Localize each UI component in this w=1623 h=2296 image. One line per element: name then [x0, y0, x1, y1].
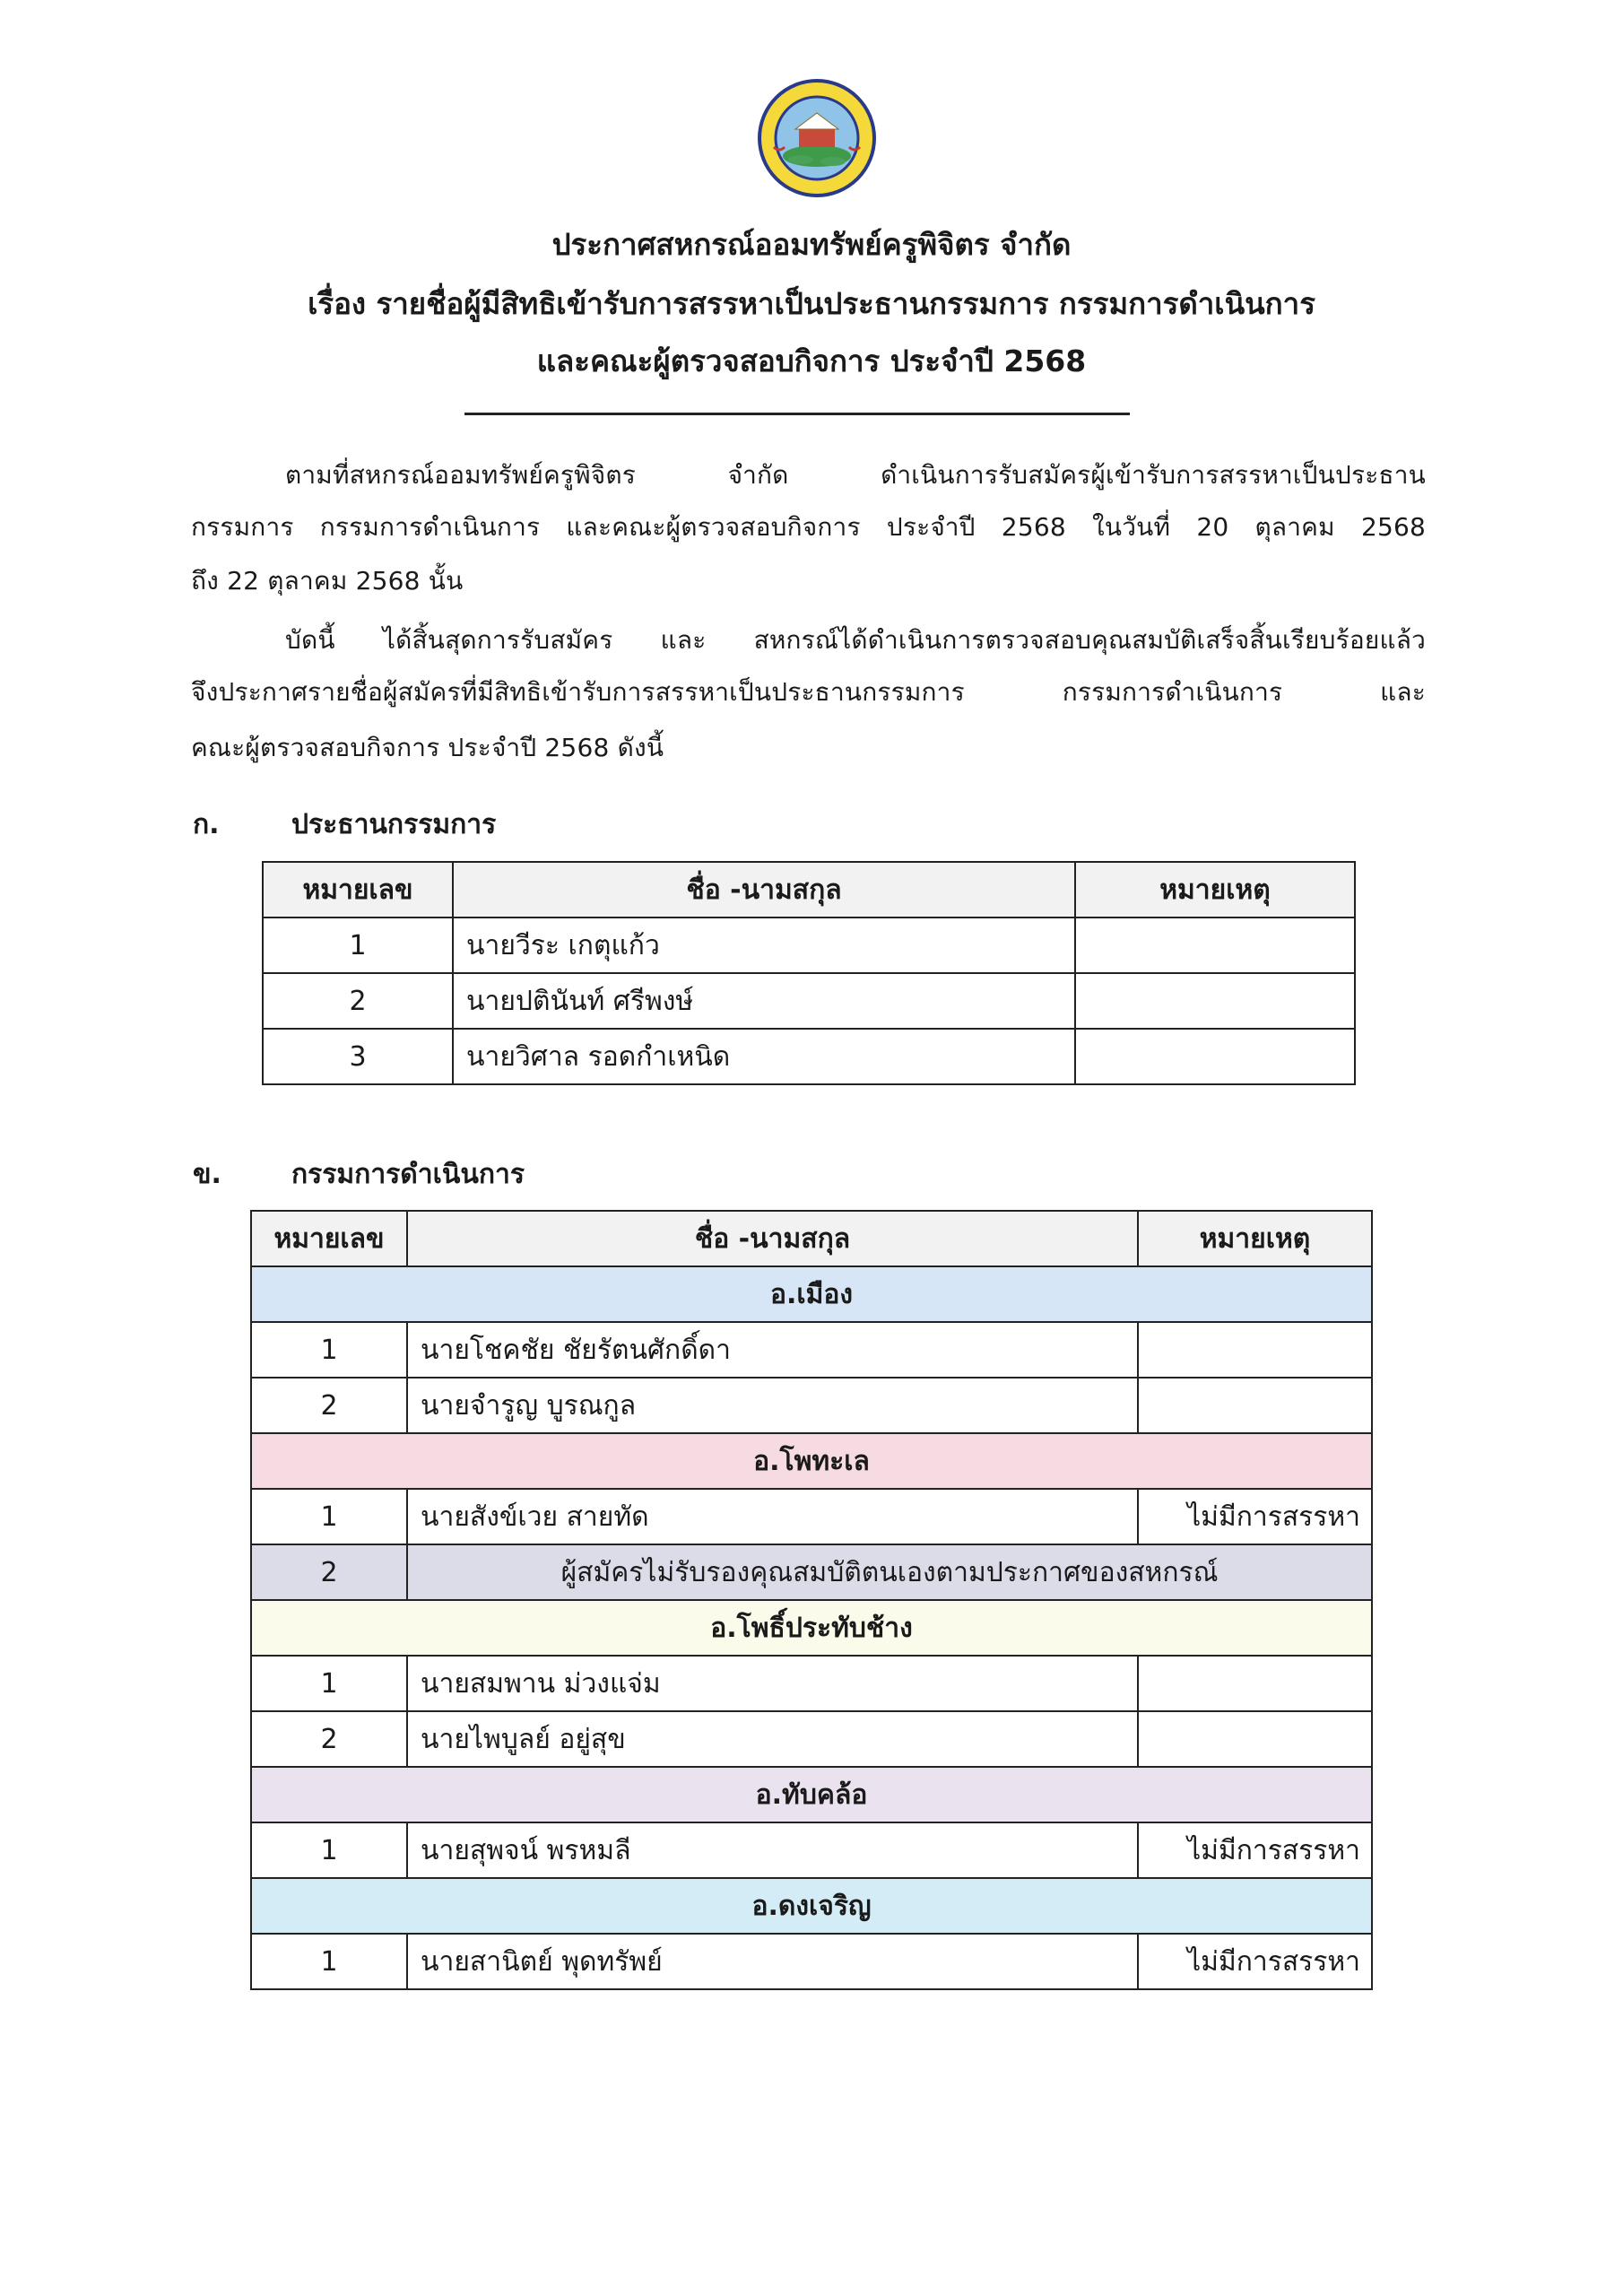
- column-header-name: ชื่อ -นามสกุล: [407, 1211, 1138, 1266]
- district-group-row: [251, 1878, 1372, 1934]
- candidate-name: นายวีระ เกตุแก้ว: [453, 918, 1075, 973]
- paragraph-2-line-1: บัดนี้ ได้สิ้นสุดการรับสมัคร และ สหกรณ์ได้ดำเนินการตรวจสอบคุณสมบัติเสร็จสิ้นเรียบร้อยแล้ว: [285, 625, 1426, 655]
- section-a-letter: ก.: [193, 809, 220, 840]
- candidate-name: นายไพบูลย์ อยู่สุข: [407, 1711, 1138, 1767]
- title-underline: [464, 413, 1130, 415]
- row-note: ไม่มีการสรรหา: [1138, 1489, 1372, 1544]
- row-note: [1138, 1711, 1372, 1767]
- district-group-row: [251, 1433, 1372, 1489]
- district-group-row: [251, 1266, 1372, 1322]
- row-note: ไม่มีการสรรหา: [1138, 1934, 1372, 1989]
- candidate-name: นายปตินันท์ ศรีพงษ์: [453, 973, 1075, 1029]
- title-line-2: เรื่อง รายชื่อผู้มีสิทธิเข้ารับการสรรหาเป็นประธานกรรมการ กรรมการดำเนินการ: [308, 286, 1315, 321]
- row-note: ไม่มีการสรรหา: [1138, 1822, 1372, 1878]
- table-row: [251, 1822, 1372, 1878]
- row-number: 3: [263, 1029, 453, 1084]
- table-row: [251, 1378, 1372, 1433]
- column-header-name: ชื่อ -นามสกุล: [453, 862, 1075, 918]
- candidate-name: นายสังข์เวย สายทัด: [407, 1489, 1138, 1544]
- row-note: [1075, 918, 1355, 973]
- row-note: [1075, 1029, 1355, 1084]
- paragraph-2-line-2: จึงประกาศรายชื่อผู้สมัครที่มีสิทธิเข้ารับการสรรหาเป็นประธานกรรมการ กรรมการดำเนินการ และ: [191, 677, 1426, 707]
- title-line-3: และคณะผู้ตรวจสอบกิจการ ประจำปี 2568: [536, 344, 1087, 378]
- table-row: [263, 918, 1355, 973]
- chairman-table: [262, 861, 1356, 1085]
- section-a-heading: ประธานกรรมการ: [291, 809, 497, 840]
- table-row: [251, 1322, 1372, 1378]
- board-committee-table: [250, 1210, 1373, 1990]
- district-group-row: [251, 1600, 1372, 1656]
- row-number: 1: [251, 1934, 407, 1989]
- candidate-name: นายสานิตย์ พุดทรัพย์: [407, 1934, 1138, 1989]
- table-header-row: [251, 1211, 1372, 1266]
- district-name: อ.ดงเจริญ: [251, 1878, 1372, 1934]
- row-note: [1138, 1378, 1372, 1433]
- row-note: [1075, 973, 1355, 1029]
- table-row: [251, 1711, 1372, 1767]
- column-header-note: หมายเหตุ: [1075, 862, 1355, 918]
- table-row: [251, 1489, 1372, 1544]
- row-note: [1138, 1322, 1372, 1378]
- row-number: 1: [251, 1489, 407, 1544]
- row-number: 2: [251, 1378, 407, 1433]
- district-name: อ.โพทะเล: [251, 1433, 1372, 1489]
- disqualification-notice: ผู้สมัครไม่รับรองคุณสมบัติตนเองตามประกาศของสหกรณ์: [407, 1544, 1372, 1600]
- row-number: 1: [251, 1656, 407, 1711]
- district-name: อ.ทับคล้อ: [251, 1767, 1372, 1822]
- table-row: [251, 1934, 1372, 1989]
- row-number: 2: [263, 973, 453, 1029]
- section-b-heading: กรรมการดำเนินการ: [291, 1159, 525, 1190]
- table-row: [263, 1029, 1355, 1084]
- row-number: 1: [251, 1822, 407, 1878]
- column-header-note: หมายเหตุ: [1138, 1211, 1372, 1266]
- column-header-number: หมายเลข: [251, 1211, 407, 1266]
- row-number: 2: [251, 1711, 407, 1767]
- district-name: อ.เมือง: [251, 1266, 1372, 1322]
- row-number: 1: [263, 918, 453, 973]
- column-header-number: หมายเลข: [263, 862, 453, 918]
- district-group-row: [251, 1767, 1372, 1822]
- row-number: 2: [251, 1544, 407, 1600]
- table-row: [263, 973, 1355, 1029]
- table-row: [251, 1656, 1372, 1711]
- paragraph-1-line-3: ถึง 22 ตุลาคม 2568 นั้น: [191, 566, 464, 596]
- table-header-row: [263, 862, 1355, 918]
- candidate-name: นายโชคชัย ชัยรัตนศักดิ์ดา: [407, 1322, 1138, 1378]
- paragraph-2-line-3: คณะผู้ตรวจสอบกิจการ ประจำปี 2568 ดังนี้: [191, 733, 664, 762]
- row-number: 1: [251, 1322, 407, 1378]
- candidate-name: นายสมพาน ม่วงแจ่ม: [407, 1656, 1138, 1711]
- paragraph-1-line-2: กรรมการ กรรมการดำเนินการ และคณะผู้ตรวจสอบกิจการ ประจำปี 2568 ในวันที่ 20 ตุลาคม 2568: [191, 512, 1426, 542]
- cooperative-seal-logo: [756, 77, 878, 199]
- candidate-name: นายจำรูญ บูรณกูล: [407, 1378, 1138, 1433]
- district-name: อ.โพธิ์ประทับช้าง: [251, 1600, 1372, 1656]
- section-b-letter: ข.: [193, 1159, 221, 1190]
- row-note: [1138, 1656, 1372, 1711]
- candidate-name: นายวิศาล รอดกำเหนิด: [453, 1029, 1075, 1084]
- candidate-name: นายสุพจน์ พรหมลี: [407, 1822, 1138, 1878]
- paragraph-1-line-1: ตามที่สหกรณ์ออมทรัพย์ครูพิจิตร จำกัด ดำเนินการรับสมัครผู้เข้ารับการสรรหาเป็นประธาน: [285, 460, 1426, 490]
- title-line-1: ประกาศสหกรณ์ออมทรัพย์ครูพิจิตร จำกัด: [551, 227, 1072, 262]
- disqualified-row: [251, 1544, 1372, 1600]
